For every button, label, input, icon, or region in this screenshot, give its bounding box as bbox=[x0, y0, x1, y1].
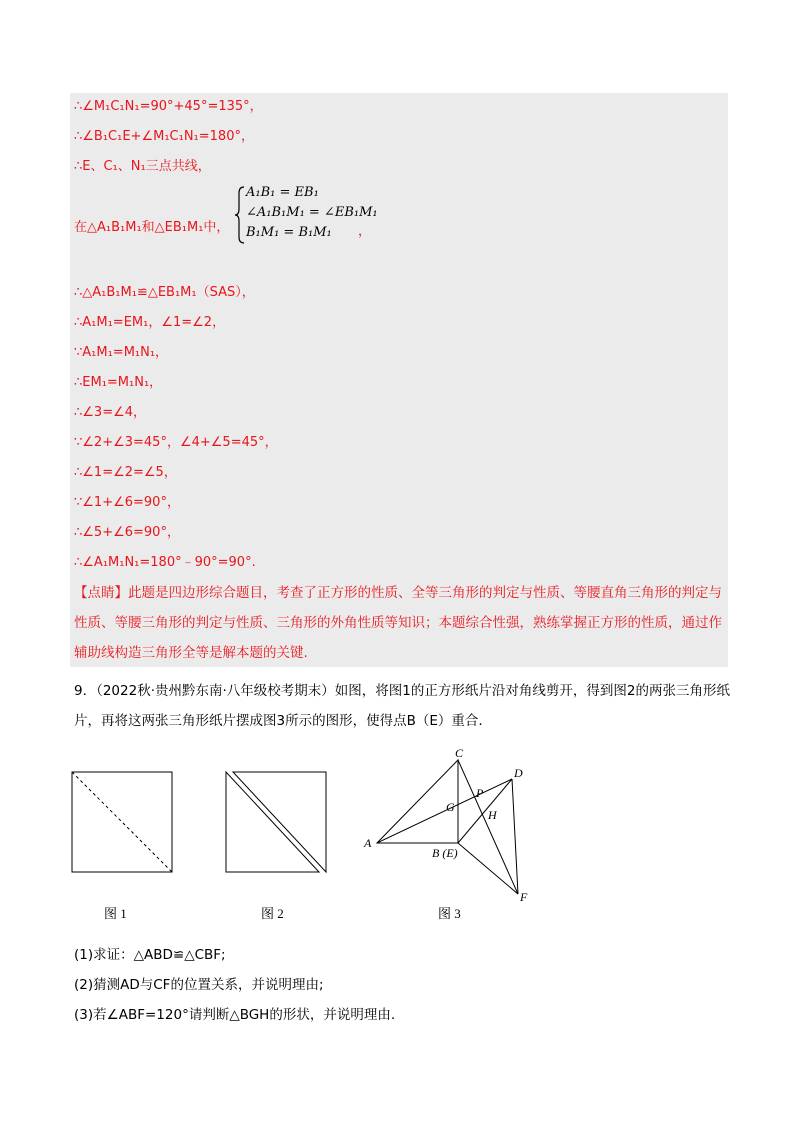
solution-line-8: ∴EM₁=M₁N₁， bbox=[74, 375, 163, 390]
solution-line-10: ∵∠2+∠3=45°，∠4+∠5=45°， bbox=[74, 435, 278, 450]
solution-line-3: ∴E、C₁、N₁三点共线， bbox=[74, 159, 211, 174]
system-equation-3: B₁M₁ = B₁M₁ bbox=[246, 225, 332, 240]
solution-line-1: ∴∠M₁C₁N₁=90°+45°=135°， bbox=[74, 99, 263, 114]
point-d-label: D bbox=[514, 766, 523, 780]
point-f-label: F bbox=[520, 890, 528, 904]
figure-3-caption: 图 3 bbox=[438, 906, 461, 921]
solution-line-2: ∴∠B₁C₁E+∠M₁C₁N₁=180°， bbox=[74, 129, 254, 144]
point-b-e-label: B (E) bbox=[432, 846, 458, 860]
figure-2-caption: 图 2 bbox=[261, 906, 284, 921]
solution-line-7: ∵A₁M₁=M₁N₁， bbox=[74, 345, 169, 360]
solution-line-11: ∴∠1=∠2=∠5， bbox=[74, 465, 177, 480]
point-h-label: H bbox=[488, 808, 497, 822]
congruence-system bbox=[234, 185, 378, 245]
solution-line-12: ∵∠1+∠6=90°， bbox=[74, 495, 180, 510]
system-equation-2: ∠A₁B₁M₁ = ∠EB₁M₁ bbox=[246, 205, 378, 220]
key-point-note: 【点睛】此题是四边形综合题目，考查了正方形的性质、全等三角形的判定与性质、等腰直角三角形的判定与性质、等腰三角形的判定与性质、三角形的外角性质等知识；本题综合性强，熟练掌握正方形的性质，通过作辅助线构造三角形全等是解本题的关键. bbox=[74, 585, 722, 661]
problem-stem: 9．（2022秋·贵州黔东南·八年级校考期末）如图，将图1的正方形纸片沿对角线剪开，得到图2的两张三角形纸片，再将这两张三角形纸片摆成图3所示的图形，使得点B（E）重合. bbox=[74, 683, 730, 729]
solution-line-14: ∴∠A₁M₁N₁=180°﹣90°=90°. bbox=[74, 555, 256, 570]
question-3: (3)若∠ABF=120°请判断△BGH的形状，并说明理由. bbox=[74, 1007, 396, 1023]
point-p-label: P bbox=[476, 786, 484, 800]
solution-line-6: ∴A₁M₁=EM₁，∠1=∠2， bbox=[74, 315, 226, 330]
figure-2 bbox=[224, 770, 334, 880]
solution-line-4: 在△A₁B₁M₁和△EB₁M₁中， bbox=[74, 220, 230, 235]
solution-line-5: ∴△A₁B₁M₁≌△EB₁M₁（SAS）， bbox=[74, 285, 255, 300]
system-equation-1: A₁B₁ = EB₁ bbox=[246, 185, 319, 200]
figure-1 bbox=[70, 770, 180, 880]
figure-1-caption: 图 1 bbox=[104, 906, 127, 921]
solution-line-9: ∴∠3=∠4， bbox=[74, 405, 147, 420]
question-2: (2)猜测AD与CF的位置关系，并说明理由; bbox=[74, 977, 324, 993]
point-g-label: G bbox=[446, 800, 455, 814]
point-a-label: A bbox=[364, 836, 372, 850]
question-1: (1)求证：△ABD≌△CBF; bbox=[74, 947, 226, 963]
point-c-label: C bbox=[455, 746, 464, 760]
solution-line-13: ∴∠5+∠6=90°， bbox=[74, 525, 180, 540]
figure-3 bbox=[360, 745, 540, 905]
system-comma: ， bbox=[358, 224, 372, 239]
